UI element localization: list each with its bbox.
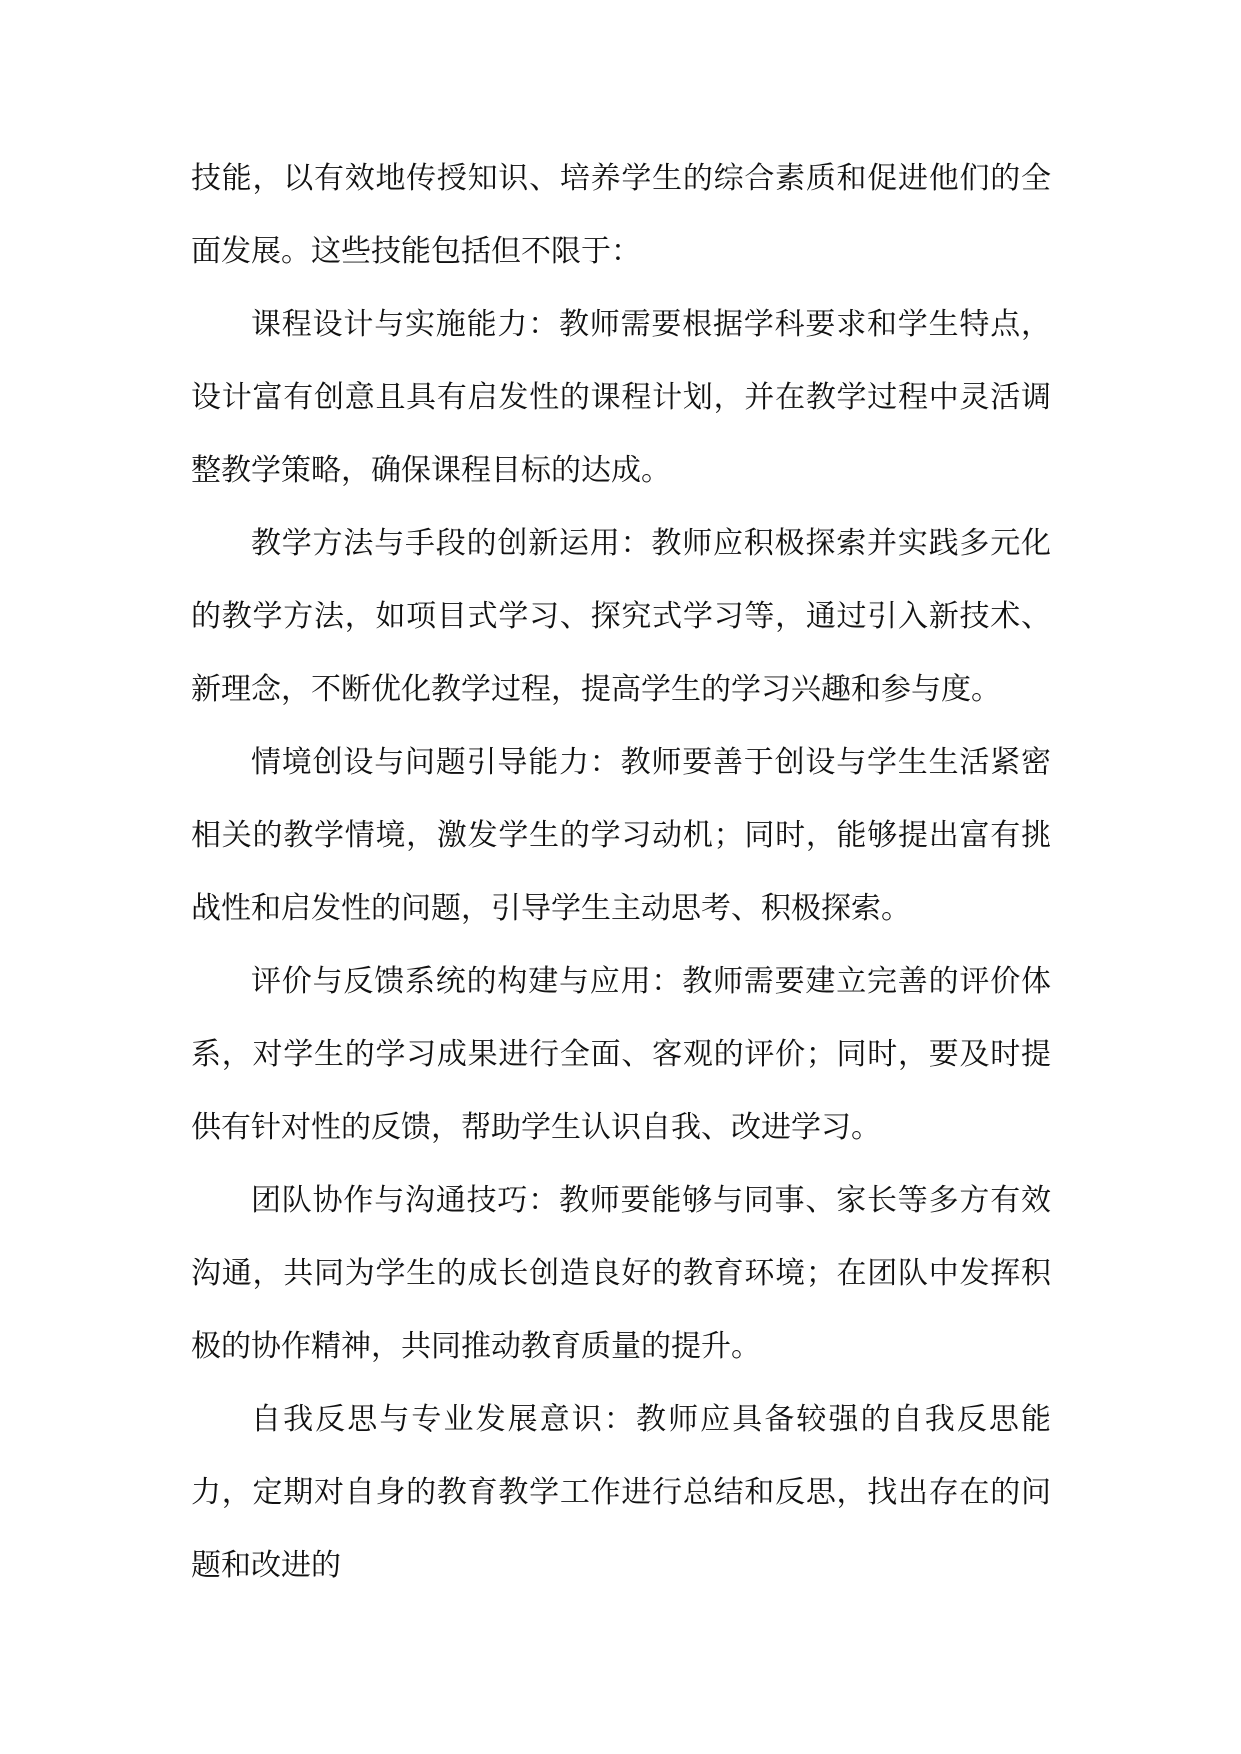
paragraph: 技能，以有效地传授知识、培养学生的综合素质和促进他们的全面发展。这些技能包括但不限于：	[191, 161, 1051, 269]
paragraph: 情境创设与问题引导能力：教师要善于创设与学生生活紧密相关的教学情境，激发学生的学习动机；同时，能够提出富有挑战性和启发性的问题，引导学生主动思考、积极探索。	[191, 745, 1051, 926]
paragraph: 自我反思与专业发展意识：教师应具备较强的自我反思能力，定期对自身的教育教学工作进行总结和反思，找出存在的问题和改进的	[191, 1402, 1051, 1583]
paragraph: 课程设计与实施能力：教师需要根据学科要求和学生特点，设计富有创意且具有启发性的课程计划，并在教学过程中灵活调整教学策略，确保课程目标的达成。	[191, 307, 1051, 488]
document-body	[191, 142, 1051, 1602]
paragraph: 评价与反馈系统的构建与应用：教师需要建立完善的评价体系，对学生的学习成果进行全面、客观的评价；同时，要及时提供有针对性的反馈，帮助学生认识自我、改进学习。	[191, 964, 1051, 1145]
paragraph: 教学方法与手段的创新运用：教师应积极探索并实践多元化的教学方法，如项目式学习、探究式学习等，通过引入新技术、新理念，不断优化教学过程，提高学生的学习兴趣和参与度。	[191, 526, 1051, 707]
paragraph: 团队协作与沟通技巧：教师要能够与同事、家长等多方有效沟通，共同为学生的成长创造良好的教育环境；在团队中发挥积极的协作精神，共同推动教育质量的提升。	[191, 1183, 1051, 1364]
